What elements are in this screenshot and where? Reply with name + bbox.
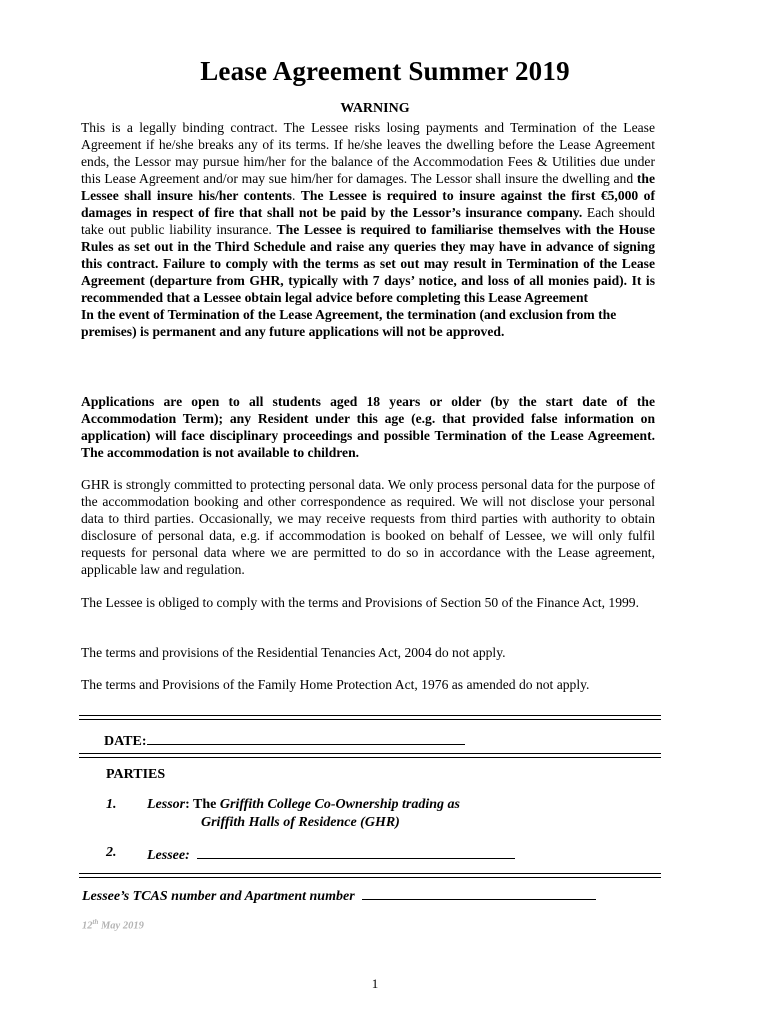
lessee-blank[interactable]: [197, 845, 515, 859]
lessor-colon: :: [185, 797, 190, 812]
tcas-blank[interactable]: [362, 886, 596, 900]
warning-paragraph: [81, 119, 655, 306]
footer-date-suffix: th: [92, 918, 99, 926]
party-2-number: 2.: [106, 845, 117, 860]
tcas-label: Lessee’s TCAS number and Apartment number: [82, 889, 355, 904]
warning-text-a: This is a legally binding contract. The Lessee risks losing payments and Termination of the Lease Agreement if he/she breaks any of its terms. If he/she leaves the dwelling before the Lease Agreement ends, the Lessor may pursue him/her for the balance of the Accommodation Fees & Utilities due under this Lease Agreement and/or may sue him/her for damages. The Lessor shall insure the dwelling and: [81, 120, 655, 186]
section-divider: [79, 715, 661, 720]
date-blank[interactable]: [147, 731, 465, 745]
party-1-number: 1.: [106, 797, 117, 812]
warning-bold-contents: the Lessee shall insure his/her contents: [81, 171, 655, 203]
lessor-name-line2: Griffith Halls of Residence (GHR): [201, 815, 400, 830]
termination-paragraph: In the event of Termination of the Lease Agreement, the termination (and exclusion from the premises) is permanent and any future applications will not be approved.: [81, 307, 617, 339]
lessor-role: Lessor: [147, 797, 186, 812]
party-1-lessor: [147, 797, 460, 813]
lessee-role: Lessee:: [147, 848, 190, 863]
lessor-name-line1: Griffith College Co-Ownership trading as: [219, 797, 461, 812]
applications-paragraph: Applications are open to all students aged 18 years or older (by the start date of the Accommodation Term); any Resident under this age (e.g. that provided false information on application) will face disciplinary proceedings and possible Termination of the Lease Agreement. The accommodation is not available to children.: [81, 394, 655, 460]
lessor-the: The: [189, 797, 220, 812]
warning-bold-fire: The Lessee is required to insure against the first €5,000 of damages in respect of fire that shall not be paid by the Lessor’s insurance company.: [81, 188, 656, 220]
finance-act-paragraph: The Lessee is obliged to comply with the terms and Provisions of Section 50 of the Finance Act, 1999.: [81, 595, 640, 610]
party-1-lessor-line2: [201, 815, 400, 831]
warning-text-b: .: [291, 188, 301, 203]
tcas-field[interactable]: [82, 886, 596, 905]
document-title: Lease Agreement Summer 2019: [200, 56, 570, 86]
section-divider: [79, 873, 661, 878]
date-field[interactable]: [104, 731, 465, 750]
warning-text-c: Each should take out public liability insurance.: [81, 205, 655, 237]
footer-date-day: 12: [82, 920, 93, 932]
warning-section: [81, 119, 655, 340]
page-number: 1: [371, 976, 379, 991]
family-home-paragraph: The terms and Provisions of the Family Home Protection Act, 1976 as amended do not apply.: [81, 677, 590, 692]
warning-bold-house-rules: The Lessee is required to familiarise themselves with the House Rules as set out in the Third Schedule and raise any queries they may have in advance of signing this contract. Failure to comply with the terms as set out may result in Termination of the Lease Agreement (departure from GHR, typically with 7 days’ notice, and loss of all monies paid). It is recommended that a Lessee obtain legal advice before completing this Lease Agreement: [81, 222, 655, 305]
data-protection-paragraph: GHR is strongly committed to protecting personal data. We only process personal data for the purpose of the accommodation booking and other correspondence as required. We will not disclose your personal data to third parties. Occasionally, we may receive requests from third parties with authority to obtain disclosure of personal data, e.g. if accommodation is booked on behalf of Lessee, we will only fulfil requests for personal data where we are permitted to do so in accordance with the Lease agreement, applicable law and regulation.: [81, 477, 655, 577]
date-label: DATE:: [104, 734, 147, 749]
parties-heading: PARTIES: [106, 767, 166, 782]
rta-paragraph: The terms and provisions of the Residential Tenancies Act, 2004 do not apply.: [81, 645, 506, 660]
warning-heading: WARNING: [340, 101, 410, 116]
section-divider: [79, 753, 661, 758]
footer-date-rest: May 2019: [98, 920, 144, 932]
footer-date: [82, 918, 144, 932]
party-2-lessee[interactable]: [147, 845, 515, 864]
